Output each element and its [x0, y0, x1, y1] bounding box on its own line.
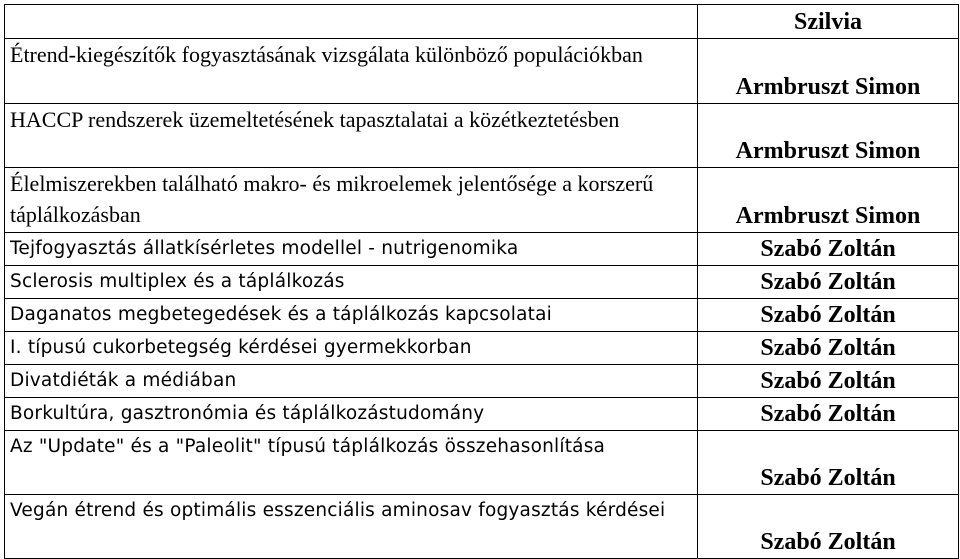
topic-cell: Daganatos megbetegedések és a táplálkozás kapcsolatai: [5, 299, 698, 332]
supervisor-cell: Szabó Zoltán: [698, 266, 959, 299]
table-row: [5, 168, 959, 233]
table-row: [5, 104, 959, 168]
topic-cell: Tejfogyasztás állatkísérletes modellel - nutrigenomika: [5, 233, 698, 266]
table-row: [5, 398, 959, 431]
topic-cell: Az "Update" és a "Paleolit" típusú táplálkozás összehasonlítása: [5, 431, 698, 495]
table-row: [5, 495, 959, 559]
table-row: [5, 365, 959, 398]
table-row: [5, 233, 959, 266]
topic-cell: Étrend-kiegészítők fogyasztásának vizsgálata különböző populációkban: [5, 39, 698, 104]
topic-cell: Sclerosis multiplex és a táplálkozás: [5, 266, 698, 299]
table-row: [5, 332, 959, 365]
table-row: [5, 299, 959, 332]
topic-cell: Vegán étrend és optimális esszenciális aminosav fogyasztás kérdései: [5, 495, 698, 559]
topic-cell: I. típusú cukorbetegség kérdései gyermekkorban: [5, 332, 698, 365]
supervisor-cell: Szabó Zoltán: [698, 398, 959, 431]
table-row: [5, 266, 959, 299]
supervisor-cell: Szabó Zoltán: [698, 431, 959, 495]
supervisor-cell: Szabó Zoltán: [698, 365, 959, 398]
supervisor-cell: Armbruszt Simon: [698, 104, 959, 168]
topic-cell: [5, 5, 698, 39]
topic-cell: Élelmiszerekben található makro- és mikroelemek jelentősége a korszerű táplálkozásban: [5, 168, 698, 233]
table-row: [5, 431, 959, 495]
supervisor-cell: Szabó Zoltán: [698, 299, 959, 332]
topics-table: [4, 4, 959, 559]
table-row: [5, 5, 959, 39]
topic-cell: HACCP rendszerek üzemeltetésének tapasztalatai a közétkeztetésben: [5, 104, 698, 168]
supervisor-cell: Szabó Zoltán: [698, 233, 959, 266]
topic-cell: Borkultúra, gasztronómia és táplálkozástudomány: [5, 398, 698, 431]
supervisor-cell: Armbruszt Simon: [698, 39, 959, 104]
supervisor-cell: Szabó Zoltán: [698, 495, 959, 559]
table-row: [5, 39, 959, 104]
supervisor-cell: Szilvia: [698, 5, 959, 39]
topic-cell: Divatdiéták a médiában: [5, 365, 698, 398]
supervisor-cell: Armbruszt Simon: [698, 168, 959, 233]
supervisor-cell: Szabó Zoltán: [698, 332, 959, 365]
